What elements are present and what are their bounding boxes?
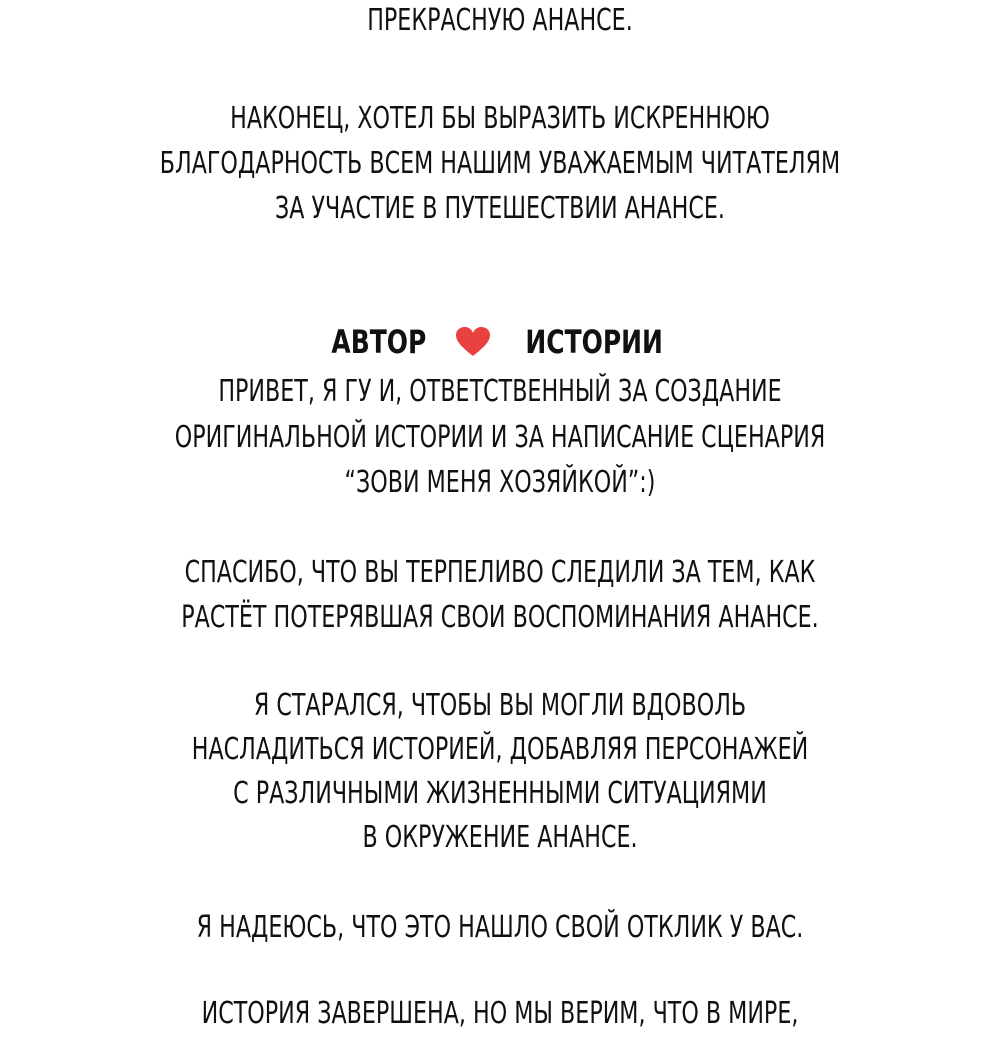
text-line: В ОКРУЖЕНИЕ АНАНСЕ.: [362, 820, 638, 855]
text-line: Я НАДЕЮСЬ, ЧТО ЭТО НАШЛО СВОЙ ОТКЛИК У ВАС.: [196, 910, 804, 945]
heading-right: ИСТОРИИ: [525, 323, 663, 361]
text-line: С РАЗЛИЧНЫМИ ЖИЗНЕННЫМИ СИТУАЦИЯМИ: [233, 776, 767, 811]
text-line: НАКОНЕЦ, ХОТЕЛ БЫ ВЫРАЗИТЬ ИСКРЕННЮЮ: [230, 101, 770, 136]
text-line: СПАСИБО, ЧТО ВЫ ТЕРПЕЛИВО СЛЕДИЛИ ЗА ТЕМ, КАК: [184, 555, 816, 590]
text-line: НАСЛАДИТЬСЯ ИСТОРИЕЙ, ДОБАВЛЯЯ ПЕРСОНАЖЕЙ: [191, 732, 809, 767]
text-line: ЗА УЧАСТИЕ В ПУТЕШЕСТВИИ АНАНСЕ.: [275, 191, 725, 226]
heading-left: АВТОР: [331, 323, 427, 361]
heart-icon: [455, 326, 491, 358]
text-line: ИСТОРИЯ ЗАВЕРШЕНА, НО МЫ ВЕРИМ, ЧТО В МИРЕ,: [201, 996, 799, 1031]
text-line: ПРИВЕТ, Я ГУ И, ОТВЕТСТВЕННЫЙ ЗА СОЗДАНИЕ: [218, 374, 782, 409]
section-heading: [0, 318, 1000, 362]
text-line: ОРИГИНАЛЬНОЙ ИСТОРИИ И ЗА НАПИСАНИЕ СЦЕНАРИЯ: [174, 420, 826, 455]
text-line: РАСТЁТ ПОТЕРЯВШАЯ СВОИ ВОСПОМИНАНИЯ АНАНСЕ.: [181, 600, 819, 635]
text-line: БЛАГОДАРНОСТЬ ВСЕМ НАШИМ УВАЖАЕМЫМ ЧИТАТЕЛЯМ: [159, 146, 841, 181]
text-line: ПРЕКРАСНУЮ АНАНСЕ.: [367, 3, 633, 38]
text-line: “ЗОВИ МЕНЯ ХОЗЯЙКОЙ”:): [344, 465, 656, 500]
text-line: Я СТАРАЛСЯ, ЧТОБЫ ВЫ МОГЛИ ВДОВОЛЬ: [253, 688, 747, 723]
